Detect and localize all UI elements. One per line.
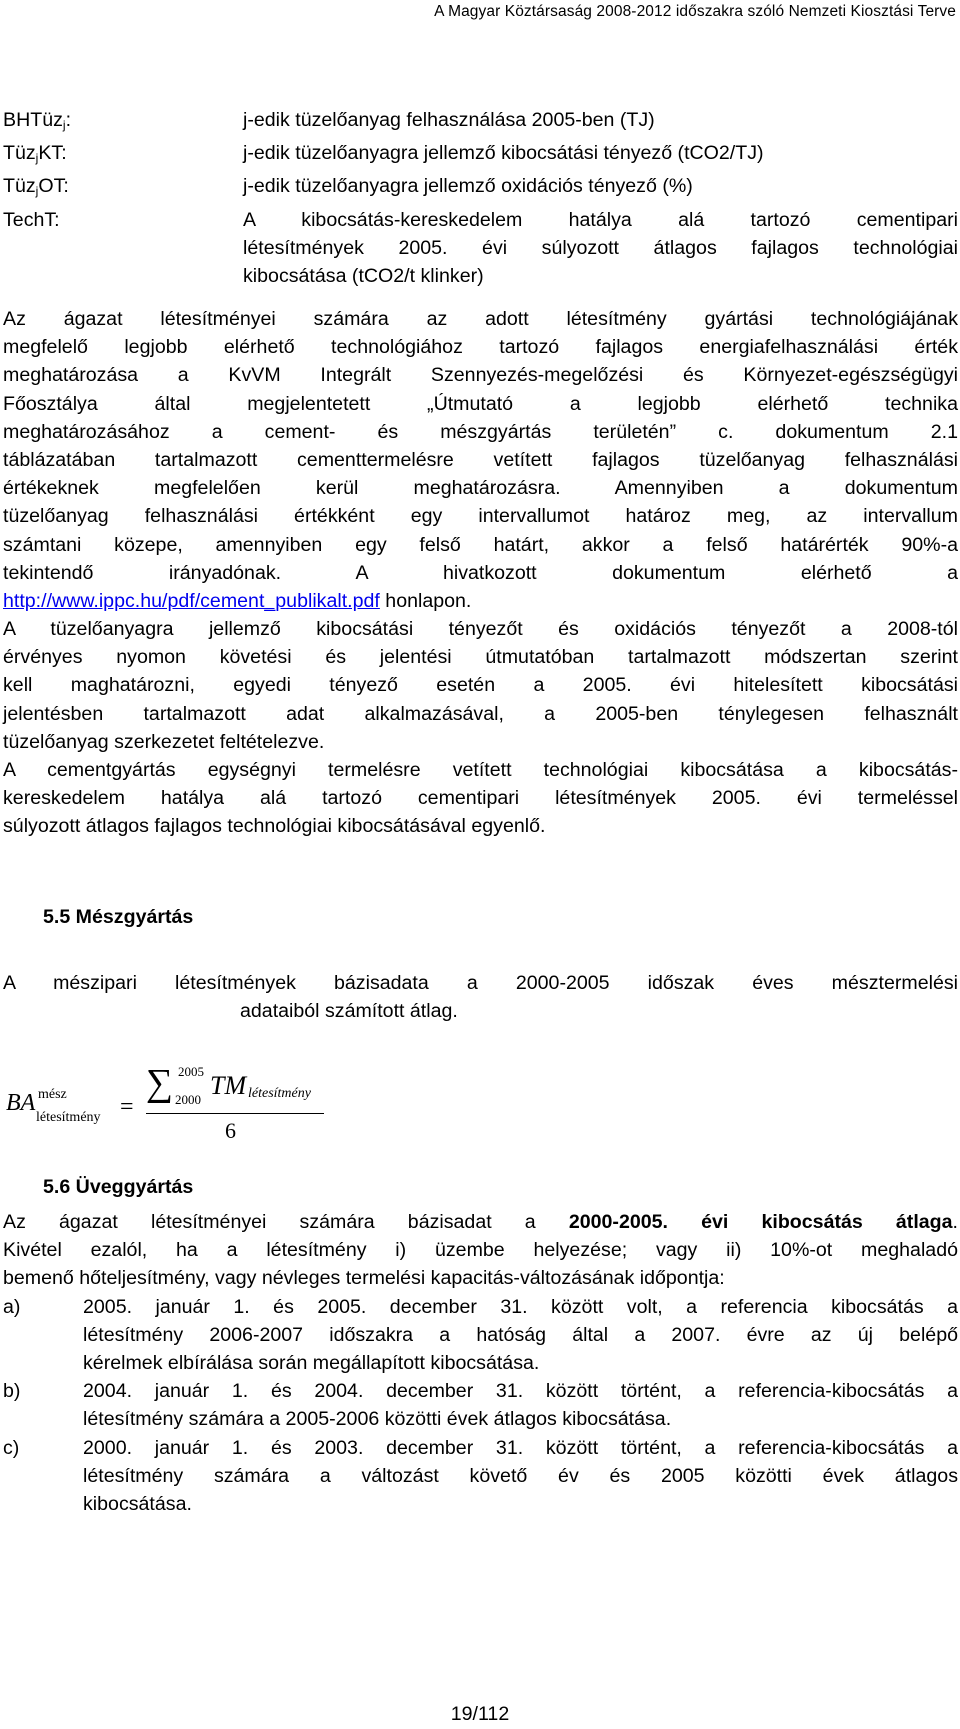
text-line <box>3 587 958 615</box>
text-line: tekintendő irányadónak. A hivatkozott dokumentum elérhető a <box>3 561 958 584</box>
text-line: meghatározása a KvVM Integrált Szennyezés-megelőzési és Környezet-egészségügyi <box>3 364 958 387</box>
formula-lime-baseline <box>0 1060 400 1150</box>
list-item-b <box>3 1377 958 1433</box>
list-body <box>83 1377 958 1433</box>
document-link[interactable]: http://www.ippc.hu/pdf/cement_publikalt.pdf <box>3 590 380 613</box>
paragraph-cement-technology <box>3 756 958 841</box>
paragraph-lime-baseline <box>3 969 958 1025</box>
list-label: b) <box>3 1380 21 1402</box>
text-line: Az ágazat létesítményei számára az adott létesítmény gyártási technológiájának <box>3 308 958 330</box>
section-heading-glass: 5.6 Üveggyártás <box>43 1176 194 1198</box>
text-line: számtani közepe, amennyiben egy felső határt, akkor a felső határérték 90%-a <box>3 533 958 556</box>
text-line: Kivétel ezalól, ha a létesítmény i) üzembe helyezése; vagy ii) 10%-ot meghaladó <box>3 1239 958 1262</box>
text-line: j-edik tüzelőanyagra jellemző oxidációs tényező (%) <box>243 175 693 198</box>
text-line: A kibocsátás-kereskedelem hatálya alá tartozó cementipari <box>243 208 958 231</box>
text-line: létesítmény 2006-2007 időszakra a hatóság által a 2007. évre az új belépő <box>83 1324 958 1347</box>
text-line: létesítmény számára a 2005-2006 közötti évek átlagos kibocsátása. <box>83 1408 672 1431</box>
formula-tm-sub: létesítmény <box>248 1086 311 1101</box>
bold-text: 2000-2005. évi kibocsátás átlaga <box>568 1211 953 1233</box>
definition-term <box>3 206 243 291</box>
text-line: Főosztálya által megjelentetett „Útmutató a legjobb elérhető technika <box>3 392 958 415</box>
text-line: meghatározásához a cement- és mészgyártás területén” c. dokumentum 2.1 <box>3 420 958 443</box>
text-line: érvényes nyomon követési és jelentési útmutatóban tartalmazott módszertan szerint <box>3 646 958 669</box>
text-line: 2000. január 1. és 2003. december 31. között történt, a referencia-kibocsátás a <box>83 1437 958 1459</box>
list-item-c <box>3 1434 958 1519</box>
text-run: honlapon. <box>379 590 472 613</box>
definitions-list <box>3 106 958 290</box>
text-line: bemenő hőteljesítmény, vagy névleges termelési kapacitás-változásának időpontja: <box>3 1267 725 1290</box>
definition-term <box>3 106 243 139</box>
text-line: táblázatában tartalmazott cementtermelésre vetített fajlagos tüzelőanyag felhasználási <box>3 449 958 472</box>
text-line: tüzelőanyag szerkezetet feltételezve. <box>3 730 325 753</box>
term-subscript: j <box>35 151 39 166</box>
text-line: A tüzelőanyagra jellemző kibocsátási tényezőt és oxidációs tényezőt a 2008-tól <box>3 618 958 640</box>
definition-row <box>3 206 958 291</box>
text-line: j-edik tüzelőanyag felhasználása 2005-ben (TJ) <box>243 109 655 131</box>
term-text: : <box>65 109 72 131</box>
list-body <box>83 1434 958 1519</box>
text-line: kérelmek elbírálása során megállapított kibocsátása. <box>83 1352 540 1375</box>
text-line: értékeknek megfelelően kerül meghatározásra. Amennyiben a dokumentum <box>3 477 958 500</box>
formula-lhs-sup: mész <box>38 1087 67 1102</box>
text-line: 2004. január 1. és 2004. december 31. között történt, a referencia-kibocsátás a <box>83 1380 958 1402</box>
term-text: OT: <box>38 175 69 198</box>
text-line: adataiból számított átlag. <box>240 1000 458 1023</box>
text-line: A mészipari létesítmények bázisadata a 2000-2005 időszak éves mésztermelési <box>3 972 958 994</box>
text-line: kereskedelem hatálya alá tartozó cementipari létesítmények 2005. évi termeléssel <box>3 787 958 810</box>
definition-row <box>3 106 958 139</box>
definition-description <box>243 172 958 205</box>
text-line <box>3 1208 958 1236</box>
text-line: j-edik tüzelőanyagra jellemző kibocsátási tényező (tCO2/TJ) <box>243 142 764 165</box>
text-line: megfelelő legjobb elérhető technológiához tartozó fajlagos energiafelhasználási érték <box>3 336 958 359</box>
list-body <box>83 1293 958 1378</box>
running-header: A Magyar Köztársaság 2008-2012 időszakra szóló Nemzeti Kiosztási Terve <box>434 3 956 20</box>
formula-denominator: 6 <box>225 1118 236 1143</box>
text-run: Az ágazat létesítményei számára bázisadat a <box>3 1211 569 1233</box>
term-text: Tüz <box>3 142 36 165</box>
fraction-bar <box>146 1113 324 1114</box>
text-line: jelentésben tartalmazott adat alkalmazásával, a 2005-ben ténylegesen felhasznált <box>3 702 958 725</box>
section-heading-lime: 5.5 Mészgyártás <box>43 906 194 928</box>
formula-tm: TM <box>210 1071 247 1100</box>
formula-lhs-sub: létesítmény <box>36 1110 101 1125</box>
definition-row <box>3 172 958 205</box>
formula-equals: = <box>120 1094 134 1120</box>
text-line: tüzelőanyag felhasználási értékként egy intervallumot határoz meg, az intervallum <box>3 505 958 528</box>
text-line: súlyozott átlagos fajlagos technológiai kibocsátásával egyenlő. <box>3 815 546 838</box>
list-item-a <box>3 1293 958 1378</box>
list-label: a) <box>3 1296 21 1318</box>
text-line: kibocsátása (tCO2/t klinker) <box>243 265 484 288</box>
text-run: . <box>952 1211 958 1233</box>
paragraph-emission-factor <box>3 615 958 756</box>
term-subscript: j <box>35 184 39 199</box>
text-line: létesítmény számára a változást követő év és 2005 közötti évek átlagos <box>83 1465 958 1488</box>
definition-term <box>3 172 243 205</box>
list-label: c) <box>3 1437 20 1459</box>
paragraph-glass-baseline <box>3 1208 958 1293</box>
text-line: létesítmények 2005. évi súlyozott átlagos fajlagos technológiai <box>243 236 958 259</box>
term-subscript: j <box>62 118 66 132</box>
text-line: 2005. január 1. és 2005. december 31. között volt, a referencia kibocsátás a <box>83 1296 958 1318</box>
definition-description <box>243 139 958 172</box>
formula-sigma: ∑ <box>146 1062 174 1104</box>
term-text: KT: <box>38 142 67 165</box>
term-text: BHTüz <box>3 109 63 131</box>
paragraph-bat-reference <box>3 305 958 615</box>
definition-description <box>243 206 958 291</box>
formula-sum-lower: 2000 <box>175 1092 201 1107</box>
text-line: kell maghatározni, egyedi tényező esetén a 2005. évi hitelesített kibocsátási <box>3 674 958 697</box>
term-text: TechT: <box>3 208 60 231</box>
page-number: 19/112 <box>450 1703 510 1725</box>
definition-term <box>3 139 243 172</box>
text-line: A cementgyártás egységnyi termelésre vetített technológiai kibocsátása a kibocsátás- <box>3 759 958 781</box>
formula-lhs-base: BA <box>6 1090 36 1116</box>
definition-description <box>243 106 958 139</box>
term-text: Tüz <box>3 175 36 198</box>
formula-sum-upper: 2005 <box>178 1064 204 1079</box>
definition-row <box>3 139 958 172</box>
text-line: kibocsátása. <box>83 1493 192 1516</box>
